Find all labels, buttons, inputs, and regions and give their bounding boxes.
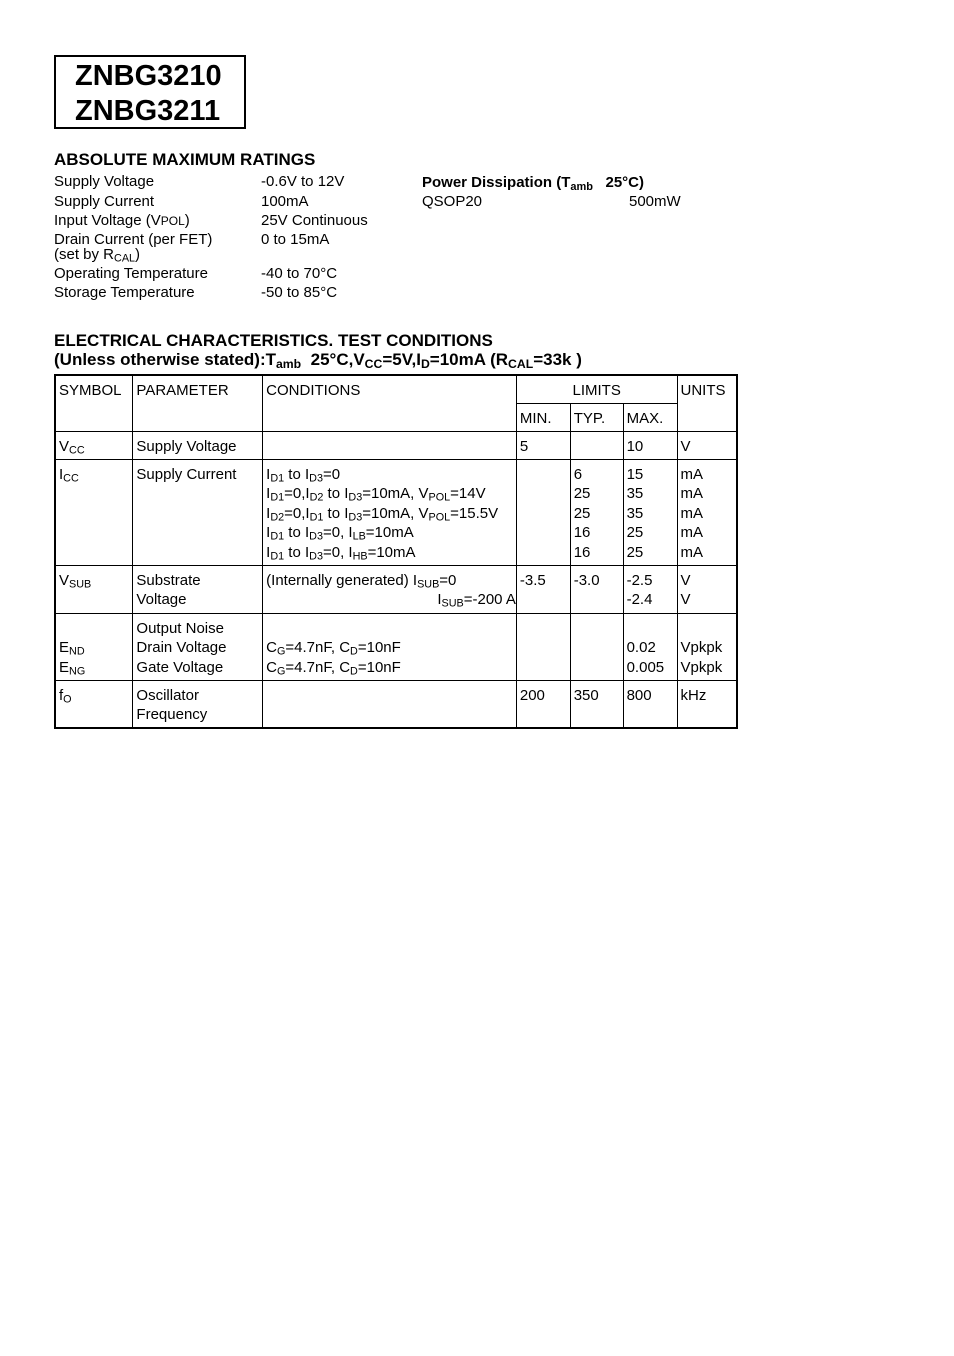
unit-cell: Vpkpk Vpkpk <box>677 613 737 680</box>
typ-cell <box>570 613 623 680</box>
conditions-cell: (Internally generated) $I_{SUB}=0$ $I_{SUB}=-200$ A <box>263 565 517 613</box>
unit-cell: V V <box>677 565 737 613</box>
rating-param: Drain Current (per FET) <box>54 231 213 248</box>
header-min: MIN. <box>516 403 570 431</box>
rating-value: -0.6V to 12V <box>261 173 345 190</box>
rating-value: 100mA <box>261 193 309 210</box>
parameter-cell: Substrate Voltage <box>133 565 263 613</box>
header-parameter: PARAMETER <box>133 375 263 431</box>
conditions-cell <box>263 431 517 459</box>
parameter-cell: Output Noise Drain Voltage Gate Voltage <box>133 613 263 680</box>
symbol-cell: $f_O$ <box>55 680 133 728</box>
rating-value: 0 to 15mA <box>261 231 330 248</box>
typ-cell: 6 25 25 16 16 <box>570 459 623 565</box>
rating-value: 25V Continuous <box>261 212 368 229</box>
max-cell: -2.5 -2.4 <box>623 565 677 613</box>
min-cell: 5 <box>516 431 570 459</box>
rating-value: -40 to 70°C <box>261 265 338 282</box>
rating-param: Operating Temperature <box>54 265 208 282</box>
max-cell: 0.02 0.005 <box>623 613 677 680</box>
max-cell: 800 <box>623 680 677 728</box>
max-cell: 15 35 35 25 25 <box>623 459 677 565</box>
rating-value: -50 to 85°C <box>261 284 338 301</box>
part-number: ZNBG3210 <box>75 60 222 92</box>
unit-cell: V <box>677 431 737 459</box>
table-row <box>55 613 737 680</box>
min-cell: -3.5 <box>516 565 570 613</box>
conditions-cell: $C_G=4.7nF$, $C_D=10nF$ $C_G=4.7nF$, $C_D=10nF$ <box>263 613 517 680</box>
header-max: MAX. <box>623 403 677 431</box>
header-typ: TYP. <box>570 403 623 431</box>
parameter-cell: Supply Voltage <box>133 431 263 459</box>
max-cell: 10 <box>623 431 677 459</box>
symbol-cell: $V_{SUB}$ <box>55 565 133 613</box>
table-row <box>55 459 737 565</box>
header-limits: LIMITS <box>516 375 677 403</box>
rating-param: Storage Temperature <box>54 284 195 301</box>
rating-param: Supply Voltage <box>54 173 155 190</box>
symbol-cell: $V_{CC}$ <box>55 431 133 459</box>
min-cell <box>516 459 570 565</box>
typ-cell: -3.0 <box>570 565 623 613</box>
typ-cell: 350 <box>570 680 623 728</box>
part-number-box <box>54 55 246 129</box>
typ-cell <box>570 431 623 459</box>
rating-param-note: (set by $R_{CAL}$) <box>54 246 141 265</box>
header-conditions: CONDITIONS <box>263 375 517 431</box>
parameter-cell: Supply Current <box>133 459 263 565</box>
ec-conditions: (Unless otherwise $stated):T_{amb}$ $25^\circ C,V_{CC}=5V,I_D=10mA$ ($R_{CAL}=33k$ ) <box>54 350 582 372</box>
conditions-cell <box>263 680 517 728</box>
power-value: 500mW <box>629 193 681 210</box>
header-units: UNITS <box>677 375 737 431</box>
parameter-cell: Oscillator Frequency <box>133 680 263 728</box>
rating-param: Supply Current <box>54 193 155 210</box>
power-dissipation-label: Power Dissipation ($T_{amb}$ 25°C) <box>422 174 645 193</box>
header-symbol: SYMBOL <box>55 375 133 431</box>
min-cell <box>516 613 570 680</box>
header-row <box>55 375 737 403</box>
package-name: QSOP20 <box>422 193 483 210</box>
abs-max-title: ABSOLUTE MAXIMUM RATINGS <box>54 150 316 169</box>
electrical-characteristics-table <box>54 374 738 729</box>
table-row <box>55 431 737 459</box>
table-row <box>55 680 737 728</box>
rating-param: Input Voltage (VPOL) <box>54 212 190 229</box>
min-cell: 200 <box>516 680 570 728</box>
part-number: ZNBG3211 <box>75 95 221 127</box>
unit-cell: mA mA mA mA mA <box>677 459 737 565</box>
table-row <box>55 565 737 613</box>
unit-cell: kHz <box>677 680 737 728</box>
symbol-cell: $E_{ND}$ $E_{NG}$ <box>55 613 133 680</box>
symbol-cell: $I_{CC}$ <box>55 459 133 565</box>
conditions-cell: $I_{D1}$ to $I_{D3}=0$ $I_{D1}=0,I_{D2}$ to $I_{D3}=10mA$, $V_{POL}=14V$ $I_{D2}=0,I_{D1}$ to $I_{D3}=10mA$, $V_{POL}=15.5V$ $I_{D1}$ to $I_{D3}=0$, $I_{LB}=10mA$ $I_{D1}$ to $I_{D3}=0$, $I_{HB}=10mA$ <box>263 459 517 565</box>
ec-title: ELECTRICAL CHARACTERISTICS. TEST CONDITIONS <box>54 331 493 350</box>
